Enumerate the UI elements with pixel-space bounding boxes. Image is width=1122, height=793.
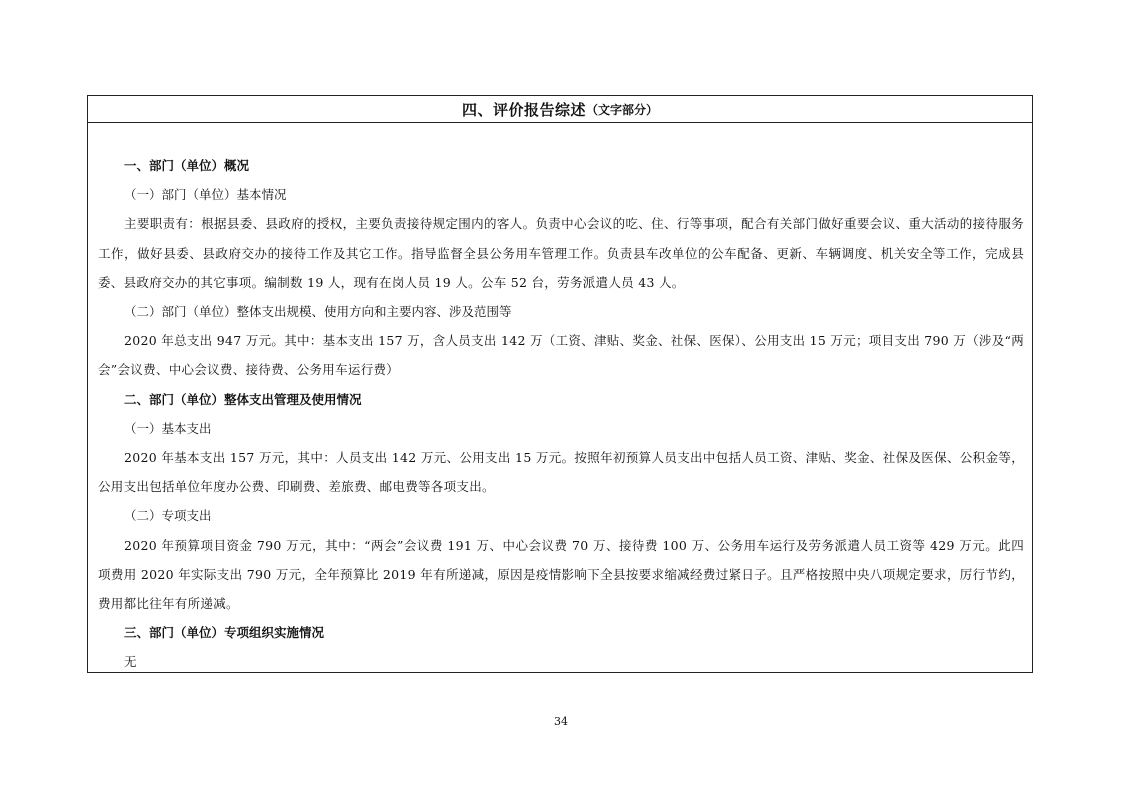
subheading-special-spending: （二）专项支出: [124, 508, 212, 524]
subheading-spending-scale: （二）部门（单位）整体支出规模、使用方向和主要内容、涉及范围等: [124, 303, 512, 319]
paragraph-basic-spending: 2020 年基本支出 157 万元，其中：人员支出 142 万元、公用支出 15 万元。按照年初预算人员支出中包括人员工资、津贴、奖金、社保及医保、公积金等，公用支出包括单位年度办公费、印刷费、差旅费、邮电费等各项支出。: [98, 449, 1024, 495]
heading-special-implementation: 三、部门（单位）专项组织实施情况: [124, 625, 325, 641]
report-table-frame: [87, 95, 1033, 673]
section-title-sub: （文字部分）: [586, 102, 659, 117]
paragraph-none: 无: [124, 654, 137, 670]
report-body: [98, 151, 1024, 677]
paragraph-duties: 主要职责有：根据县委、县政府的授权，主要负责接待规定围内的客人。负责中心会议的吃、住、行等事项，配合有关部门做好重要会议、重大活动的接待服务工作，做好县委、县政府交办的接待工作及其它工作。指导监督全县公务用车管理工作。负责县车改单位的公车配备、更新、车辆调度、机关安全等工作，完成县委、县政府交办的其它事项。编制数 19 人，现有在岗人员 19 人。公车 52 台，劳务派遣人员 43 人。: [98, 216, 1024, 290]
subheading-basic-info: （一）部门（单位）基本情况: [124, 187, 287, 203]
section-title-main: 四、评价报告综述: [461, 100, 586, 119]
paragraph-special-spending: 2020 年预算项目资金 790 万元，其中：“两会”会议费 191 万、中心会议费 70 万、接待费 100 万、公务用车运行及劳务派遣人员工资等 429 万元。此四项费用 2020 年实际支出 790 万元，全年预算比 2019 年有所递减，原因是疫情影响下全县按要求缩减经费过紧日子。且严格按照中央八项规定要求，厉行节约，费用都比往年有所递减。: [98, 537, 1024, 611]
paragraph-total-spending: 2020 年总支出 947 万元。其中：基本支出 157 万，含人员支出 142 万（工资、津贴、奖金、社保、医保）、公用支出 15 万元；项目支出 790 万（涉及“两会”会议费、中心会议费、接待费、公务用车运行费）: [98, 333, 1025, 378]
subheading-basic-spending: （一）基本支出: [124, 420, 212, 436]
heading-department-overview: 一、部门（单位）概况: [124, 158, 250, 173]
section-title: [88, 96, 1032, 123]
heading-spending-management: 二、部门（单位）整体支出管理及使用情况: [124, 391, 362, 407]
page-number: 34: [554, 715, 568, 728]
